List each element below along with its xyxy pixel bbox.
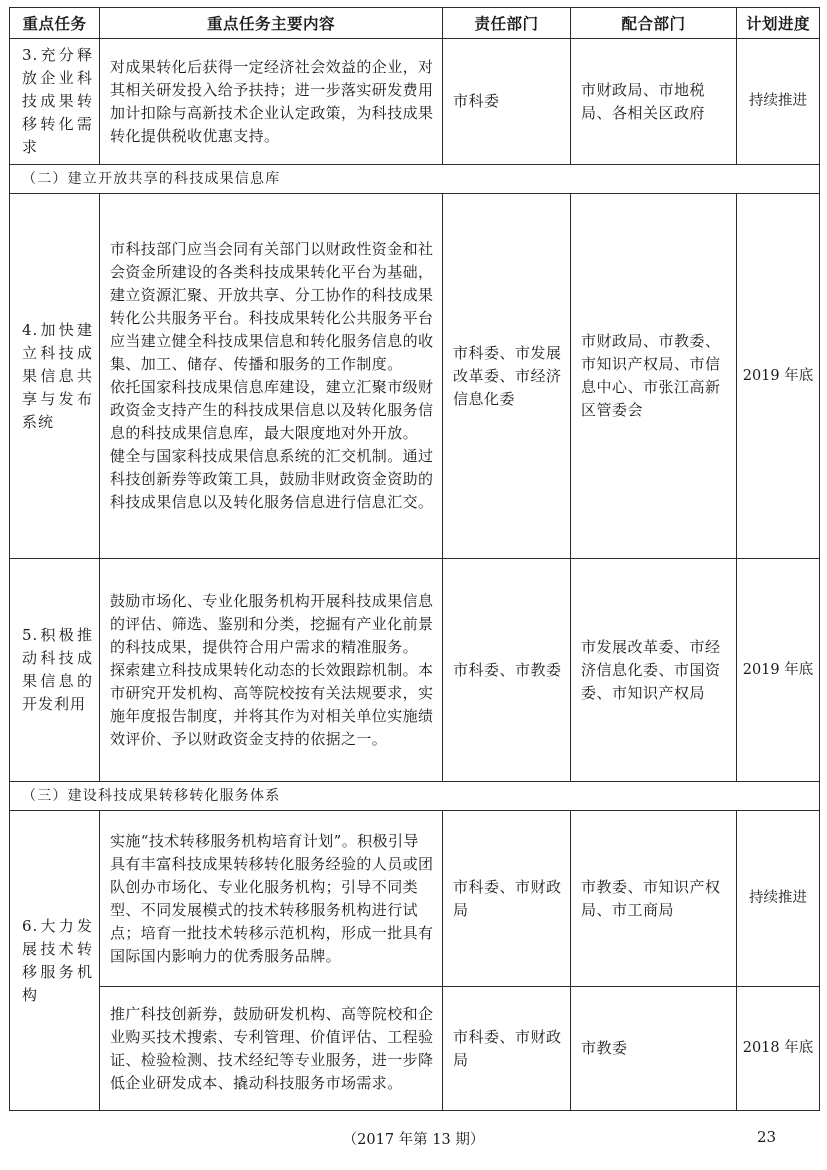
section-row <box>10 782 820 811</box>
content-paragraph: 健全与国家科技成果信息系统的汇交机制。通过科技创新券等政策工具，鼓励非财政资金资助的科技成果信息以及转化服务信息进行信息汇交。 <box>110 447 434 511</box>
content-cell <box>100 39 443 165</box>
progress-cell: 2019 年底 <box>737 194 820 559</box>
responsible-cell: 市科委、市教委 <box>443 559 571 782</box>
issue-label: （2017 年第 13 期） <box>342 1132 485 1148</box>
header-responsible: 责任部门 <box>443 8 571 39</box>
task-cell: 3.充分释放企业科技成果转移转化需求 <box>10 39 100 165</box>
section-title: （二）建立开放共享的科技成果信息库 <box>10 165 820 194</box>
header-cooperating: 配合部门 <box>571 8 737 39</box>
table-header-row <box>10 8 820 39</box>
content-paragraph: 对成果转化后获得一定经济社会效益的企业，对其相关研发投入给予扶持；进一步落实研发费用加计扣除与高新技术企业认定政策，为科技成果转化提供税收优惠支持。 <box>110 57 434 145</box>
responsible-cell: 市科委 <box>443 39 571 165</box>
content-cell <box>100 194 443 559</box>
task-cell: 5.积极推动科技成果信息的开发利用 <box>10 559 100 782</box>
cooperating-cell: 市财政局、市教委、市知识产权局、市信息中心、市张江高新区管委会 <box>571 194 737 559</box>
header-content: 重点任务主要内容 <box>100 8 443 39</box>
table-row <box>10 559 820 782</box>
content-paragraph: 实施“技术转移服务机构培育计划”。积极引导具有丰富科技成果转移转化服务经验的人员或团队创办市场化、专业化服务机构；引导不同类型、不同发展模式的技术转移服务机构进行试点；培育一批技术转移示范机构，形成一批具有国际国内影响力的优秀服务品牌。 <box>110 831 434 965</box>
content-paragraph: 推广科技创新券，鼓励研发机构、高等院校和企业购买技术搜索、专利管理、价值评估、工程验证、检验检测、技术经纪等专业服务，进一步降低企业研发成本、撬动科技服务市场需求。 <box>110 1004 434 1092</box>
section-title: （三）建设科技成果转移转化服务体系 <box>10 782 820 811</box>
table-row <box>10 39 820 165</box>
section-row <box>10 165 820 194</box>
cooperating-cell: 市教委、市知识产权局、市工商局 <box>571 811 737 987</box>
cooperating-cell: 市财政局、市地税局、各相关区政府 <box>571 39 737 165</box>
progress-cell: 持续推进 <box>737 811 820 987</box>
responsible-cell: 市科委、市财政局 <box>443 987 571 1111</box>
table-row <box>10 987 820 1111</box>
table-row <box>10 811 820 987</box>
content-cell <box>100 811 443 987</box>
progress-cell: 2019 年底 <box>737 559 820 782</box>
responsible-cell: 市科委、市发展改革委、市经济信息化委 <box>443 194 571 559</box>
cooperating-cell: 市发展改革委、市经济信息化委、市国资委、市知识产权局 <box>571 559 737 782</box>
content-cell <box>100 987 443 1111</box>
header-task: 重点任务 <box>10 8 100 39</box>
task-cell: 6.大力发展技术转移服务机构 <box>10 811 100 1111</box>
header-progress: 计划进度 <box>737 8 820 39</box>
page-number: 23 <box>757 1128 777 1146</box>
content-paragraph: 探索建立科技成果转化动态的长效跟踪机制。本市研究开发机构、高等院校按有关法规要求，实施年度报告制度，并将其作为对相关单位实施绩效评价、予以财政资金支持的依据之一。 <box>110 660 434 748</box>
progress-cell: 2018 年底 <box>737 987 820 1111</box>
content-paragraph: 依托国家科技成果信息库建设，建立汇聚市级财政资金支持产生的科技成果信息以及转化服务信息的科技成果信息库，最大限度地对外开放。 <box>110 378 434 442</box>
task-cell: 4.加快建立科技成果信息共享与发布系统 <box>10 194 100 559</box>
responsible-cell: 市科委、市财政局 <box>443 811 571 987</box>
content-paragraph: 鼓励市场化、专业化服务机构开展科技成果信息的评估、筛选、鉴别和分类，挖掘有产业化前景的科技成果，提供符合用户需求的精准服务。 <box>110 591 434 656</box>
content-cell <box>100 559 443 782</box>
content-paragraph: 市科技部门应当会同有关部门以财政性资金和社会资金所建设的各类科技成果转化平台为基础，建立资源汇聚、开放共享、分工协作的科技成果转化公共服务平台。科技成果转化公共服务平台应当建立健全科技成果信息和转化服务信息的收集、加工、储存、传播和服务的工作制度。 <box>110 240 434 373</box>
table-row <box>10 194 820 559</box>
cooperating-cell: 市教委 <box>571 987 737 1111</box>
task-table <box>9 7 820 1111</box>
progress-cell: 持续推进 <box>737 39 820 165</box>
